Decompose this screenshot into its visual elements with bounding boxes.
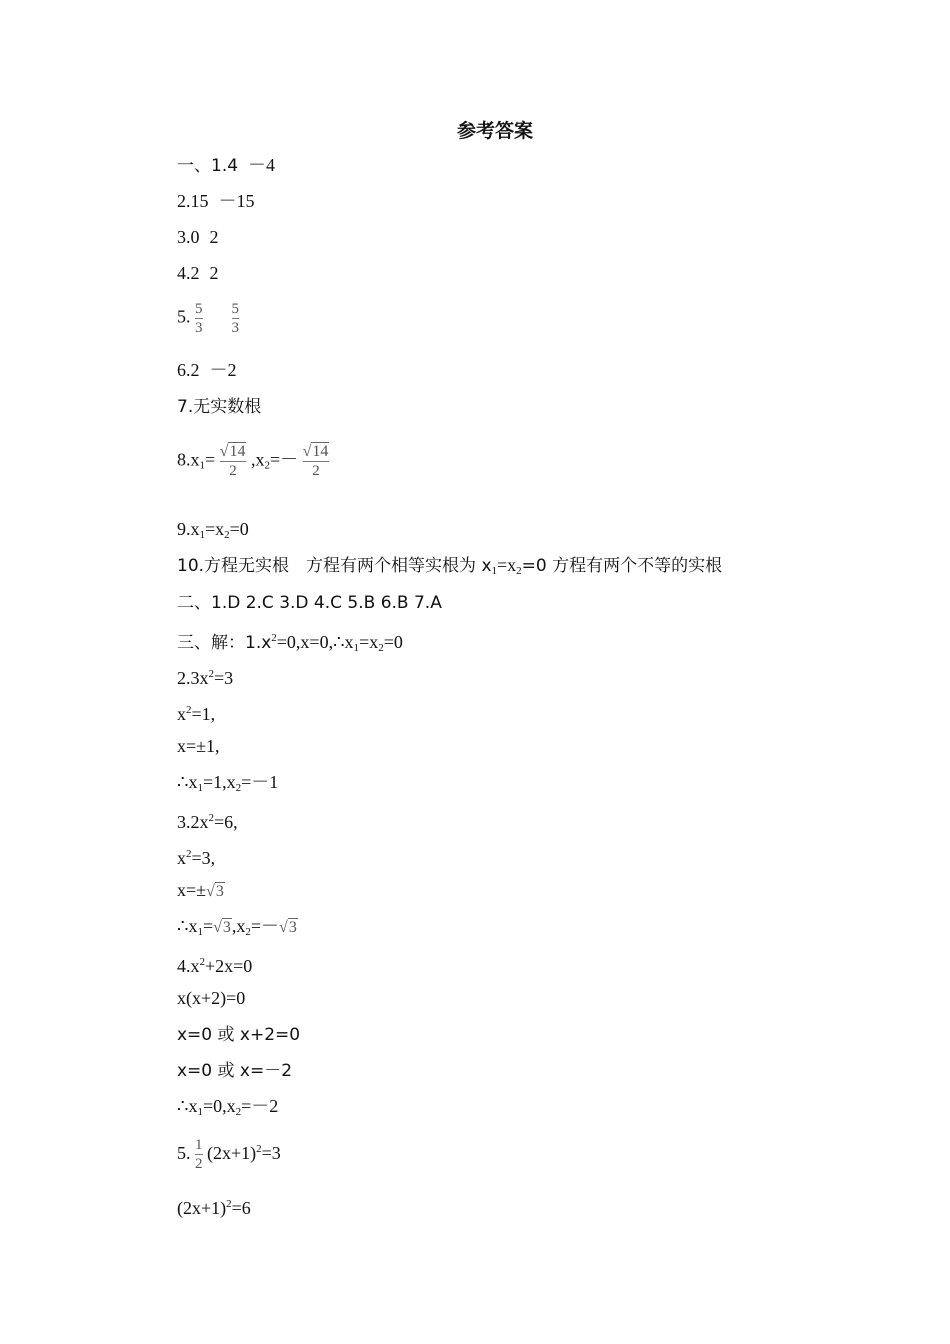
- solution-line: $\therefore x_1=√3,x_2=-√3$: [177, 916, 297, 938]
- fraction: $\frac{√14}{2}$: [302, 443, 329, 479]
- answer-7: 7.无实数根: [177, 397, 262, 417]
- answer-9: $9.x_1=x_2=0$: [177, 519, 249, 541]
- solution-line: $x^2=1$,: [177, 704, 216, 724]
- solution-line: $3.2x^2=6$,: [177, 812, 238, 832]
- fraction: $\frac{√14}{2}$: [219, 443, 246, 479]
- solution-line: $\therefore x_1=0,x_2=-2$: [177, 1096, 279, 1118]
- solution-line: x=±1,: [177, 736, 220, 756]
- fraction: $\frac{5}{3}$: [195, 301, 203, 336]
- answer-10: 10.方程无实根 方程有两个相等实根为 $x_1=x_2=0$ 方程有两个不等的实根: [177, 555, 723, 577]
- solution-line: $2.3x^2=3$: [177, 668, 234, 688]
- section-2-answers: 二、1.D 2.C 3.D 4.C 5.B 6.B 7.A: [177, 593, 442, 613]
- solution-line: x(x+2)=0: [177, 988, 246, 1008]
- answer-3: 3.0 2: [177, 227, 219, 247]
- solution-line: x=0 或 x+2=0: [177, 1025, 301, 1045]
- sqrt: √3: [213, 919, 231, 936]
- answer-4: 4.2 2: [177, 263, 219, 283]
- sqrt: √3: [279, 919, 297, 936]
- answer-6: 6.2 －2: [177, 360, 237, 380]
- answer-1: 一、1.4 －4: [177, 155, 276, 176]
- solution-line: $\therefore x_1=1,x_2=-1$: [177, 772, 279, 794]
- answer-5: 5. $\frac{5}{3}$ $\frac{5}{3}$: [177, 301, 239, 336]
- fraction: $\frac{1}{2}$: [195, 1137, 203, 1173]
- solution-line: $(2x+1)^2=6$: [177, 1198, 251, 1218]
- solution-line: $4.x^2+2x=0$: [177, 956, 253, 976]
- solution-line: x=±√3: [177, 880, 224, 900]
- fraction: $\frac{5}{3}$: [231, 301, 239, 336]
- solution-line: 三、解：$1.x^2=0,x=0,\therefore x_1=x_2=0$: [177, 632, 403, 654]
- solution-line: 5. $\frac{1}{2}$ $(2x+1)^2=3$: [177, 1137, 281, 1173]
- answer-2: 2.15 －15: [177, 191, 255, 211]
- solution-line: $x^2=3$,: [177, 848, 216, 868]
- sqrt: √3: [206, 883, 224, 900]
- answer-8: $8.x_1=$ $\frac{√14}{2}$ $,x_2=-$ $\frac{√14}{2}$: [177, 443, 329, 479]
- page-title: 参考答案: [456, 120, 533, 142]
- solution-line: x=0 或 x=－2: [177, 1061, 293, 1081]
